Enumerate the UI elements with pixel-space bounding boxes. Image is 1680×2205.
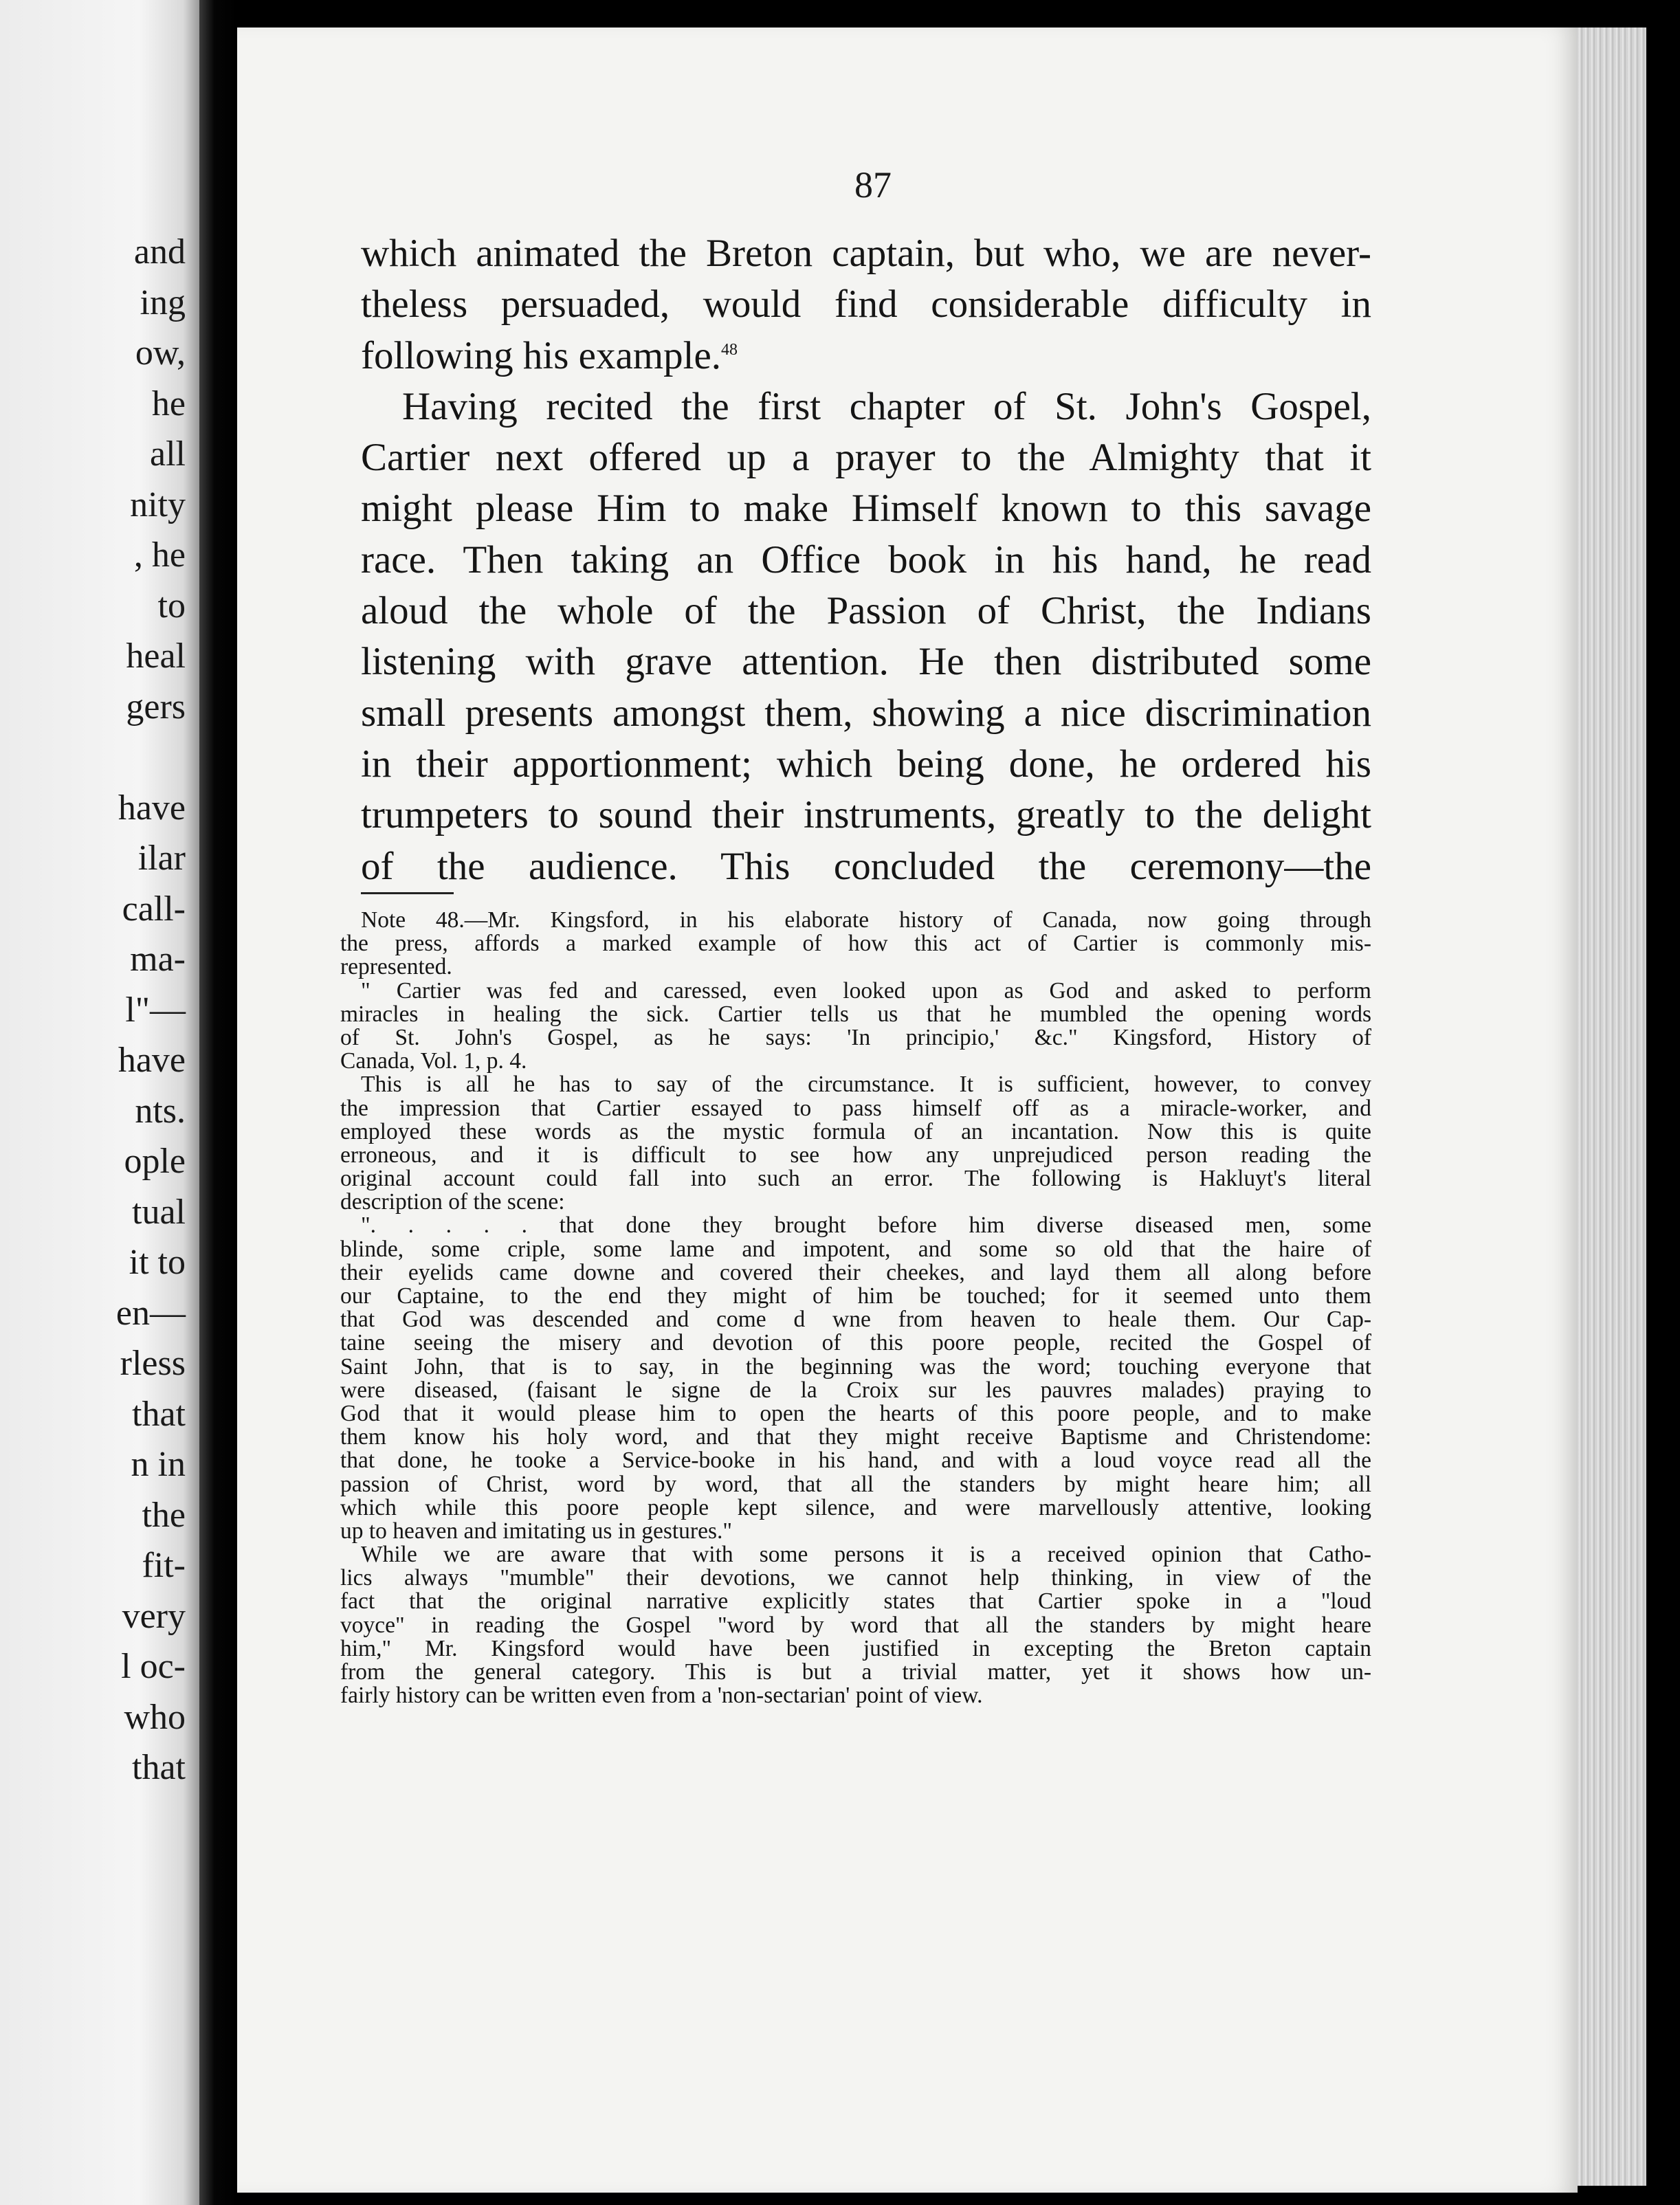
body-line <box>361 841 1371 892</box>
body-line-text: in their apportionment; which being done, he ordered his <box>361 742 1371 786</box>
footnote-line: fact that the original narrative explicitly states that Cartier spoke in a "loud <box>340 1588 1371 1615</box>
left-page-line: who <box>124 1697 186 1737</box>
body-line <box>361 279 1371 330</box>
footnote-line: that done, he tooke a Service-booke in his hand, and with a loud voyce read all the <box>340 1448 1371 1474</box>
footnote-line: God that it would please him to open the hearts of this poore people, and to make <box>340 1400 1371 1426</box>
note-reference: 48 <box>721 340 738 359</box>
footnote-line: description of the scene: <box>340 1189 565 1215</box>
left-page-line: rless <box>120 1344 186 1383</box>
body-line <box>361 790 1371 841</box>
left-page-line: to <box>157 586 186 625</box>
footnote-line: up to heaven and imitating us in gestures." <box>340 1518 733 1544</box>
body-line-text: which animated the Breton captain, but who, we are never- <box>361 232 1371 275</box>
body-line <box>361 688 1371 739</box>
book-gutter <box>199 0 237 2205</box>
body-line-text: small presents amongst them, showing a nice discrimination <box>361 691 1371 735</box>
footnote-line: original account could fall into such an error. The following is Hakluyt's literal <box>340 1166 1371 1192</box>
footnotes <box>340 909 1371 1707</box>
footnote-line: taine seeing the misery and devotion of this poore people, recited the Gospel of <box>340 1330 1371 1356</box>
footnote-line: them know his holy word, and that they might receive Baptisme and Christendome: <box>340 1424 1371 1450</box>
footnote-line: voyce" in reading the Gospel "word by word that all the standers by might heare <box>340 1612 1371 1638</box>
left-page-line: the <box>142 1495 186 1535</box>
footnote-line: fairly history can be written even from a 'non-sectarian' point of view. <box>340 1683 983 1709</box>
left-page-line: and <box>133 232 186 272</box>
left-page-line <box>7 732 186 783</box>
footnote-line: lics always "mumble" their devotions, we cannot help thinking, in view of the <box>340 1565 1371 1591</box>
body-line <box>361 535 1371 586</box>
footnote-line: This is all he has to say of the circumstance. It is sufficient, however, to convey <box>361 1072 1371 1098</box>
left-page-line: nts. <box>135 1091 186 1131</box>
left-page-line: it to <box>129 1243 186 1282</box>
body-line-text: aloud the whole of the Passion of Christ, the Indians <box>361 589 1371 633</box>
left-facing-page <box>0 0 199 2205</box>
body-line <box>361 228 1371 279</box>
footnote-line: erroneous, and it is difficult to see how any unprejudiced person reading the <box>340 1142 1371 1168</box>
footnote-line: blinde, some criple, some lame and impotent, and some so old that the haire of <box>340 1236 1371 1262</box>
footnote-line: their eyelids came downe and covered their cheekes, and layd them all along before <box>340 1259 1371 1285</box>
left-page-line: all <box>150 434 186 474</box>
body-line <box>361 586 1371 636</box>
body-line <box>361 483 1371 534</box>
footnote-divider <box>361 892 454 894</box>
left-page-line: fit- <box>142 1546 186 1585</box>
left-page-line: nity <box>130 485 186 524</box>
footnote-line: him," Mr. Kingsford would have been justified in excepting the Breton captain <box>340 1635 1371 1661</box>
body-text <box>361 228 1371 892</box>
body-line-text: might please Him to make Himself known to this savage <box>361 487 1371 531</box>
left-page-line: n in <box>131 1445 186 1484</box>
left-page-line: have <box>118 1041 186 1080</box>
left-page-line: ma- <box>130 940 186 979</box>
body-line <box>361 331 1371 381</box>
left-page-line: l"— <box>125 990 186 1030</box>
left-page-line: ople <box>124 1142 186 1181</box>
body-line-text: of the audience. This concluded the ceremony—the <box>361 844 1371 888</box>
left-page-line: ing <box>140 282 186 322</box>
left-page-line: call- <box>122 889 186 929</box>
footnote-line: of St. John's Gospel, as he says: 'In principio,' &c." Kingsford, History of <box>340 1024 1371 1050</box>
left-page-line: l oc- <box>121 1647 186 1686</box>
left-page-line: en— <box>115 1293 186 1333</box>
left-page-text <box>7 227 186 1793</box>
left-page-line: that <box>132 1394 186 1434</box>
left-page-line: that <box>132 1748 186 1787</box>
footnote-line: passion of Christ, word by word, that all the standers by might heare him; all <box>340 1471 1371 1497</box>
body-line-text: trumpeters to sound their instruments, greatly to the delight <box>361 793 1371 837</box>
body-line <box>361 381 1371 432</box>
footnote-line: employed these words as the mystic formula of an incantation. Now this is quite <box>340 1118 1371 1144</box>
footnote-line: Canada, Vol. 1, p. 4. <box>340 1048 527 1074</box>
footnote-line: that God was descended and come d wne from heaven to heale them. Our Cap- <box>340 1307 1371 1333</box>
footnote-line: ". . . . . that done they brought before him diverse diseased men, some <box>361 1212 1371 1239</box>
footnote-line: from the general category. This is but a trivial matter, yet it shows how un- <box>340 1659 1371 1685</box>
left-page-line: he <box>151 384 186 423</box>
left-page-line: heal <box>126 636 186 676</box>
left-page-line: very <box>122 1596 186 1636</box>
page-number: 87 <box>854 164 892 206</box>
left-page-line: have <box>118 788 186 828</box>
body-line-text: listening with grave attention. He then distributed some <box>361 640 1371 684</box>
footnote-line: our Captaine, to the end they might of him be touched; for it seemed unto them <box>340 1283 1371 1309</box>
left-page-line: ow, <box>135 333 186 373</box>
footnote-line: miracles in healing the sick. Cartier tells us that he mumbled the opening words <box>340 1001 1371 1027</box>
footnote-line: the impression that Cartier essayed to pass himself off as a miracle-worker, and <box>340 1095 1371 1121</box>
body-line-text: Having recited the first chapter of St. John's Gospel, <box>402 384 1371 428</box>
left-page-line: , he <box>133 535 186 575</box>
footnote-line: represented. <box>340 954 452 980</box>
footnote-line: which while this poore people kept silence, and were marvellously attentive, looking <box>340 1494 1371 1520</box>
body-line <box>361 739 1371 790</box>
page-edges <box>1578 27 1646 2186</box>
body-line-text: following his example. <box>361 333 721 377</box>
footnote-line: were diseased, (faisant le signe de la Croix sur les pauvres malades) praying to <box>340 1377 1371 1403</box>
left-page-line: gers <box>126 687 186 727</box>
footnote-line: " Cartier was fed and caressed, even looked upon as God and asked to perform <box>361 977 1371 1004</box>
body-line <box>361 432 1371 483</box>
footnote-line: Saint John, that is to say, in the beginning was the word; touching everyone that <box>340 1353 1371 1379</box>
body-line-text: race. Then taking an Office book in his hand, he read <box>361 538 1371 581</box>
left-page-line: ilar <box>137 839 186 878</box>
footnote-line: Note 48.—Mr. Kingsford, in his elaborate history of Canada, now going through <box>361 907 1371 933</box>
left-page-line: tual <box>132 1192 186 1232</box>
body-line <box>361 636 1371 687</box>
footnote-line: the press, affords a marked example of how this act of Cartier is commonly mis- <box>340 931 1371 957</box>
footnote-line: While we are aware that with some persons it is a received opinion that Catho- <box>361 1542 1371 1568</box>
body-line-text: Cartier next offered up a prayer to the Almighty that it <box>361 436 1371 480</box>
body-line-text: theless persuaded, would find considerable difficulty in <box>361 282 1371 326</box>
